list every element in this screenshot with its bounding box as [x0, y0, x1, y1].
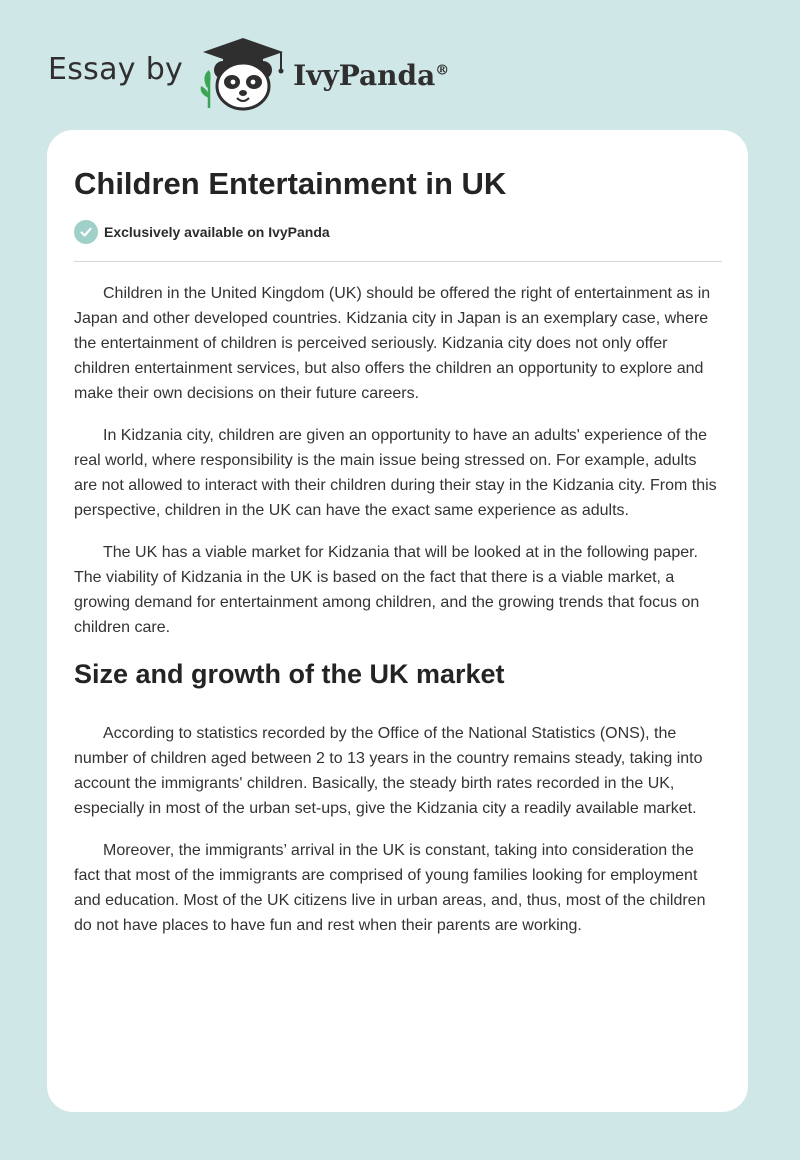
paragraph: In Kidzania city, children are given an opportunity to have an adults' experience of the real world, where responsibility is the main issue being stressed on. For example, adults are not allowed to interact with their children during their stay in the Kidzania city. From this perspective, children in the UK can have the exact same experience as adults.	[74, 427, 717, 519]
paragraph: Children in the United Kingdom (UK) should be offered the right of entertainment as in Japan and other developed countries. Kidzania city in Japan is an exemplary case, where the entertainment of children is perceived seriously. Kidzania city does not only offer children entertainment services, but also offers the children an opportunity to explore and make their own decisions on their future careers.	[74, 285, 711, 402]
paragraph: Moreover, the immigrants’ arrival in the UK is constant, taking into consideration the fact that most of the immigrants are comprised of young families looking for employment and education. Most of the UK citizens live in urban areas, and, thus, most of the children do not have places to have fun and rest when their parents are working.	[74, 842, 706, 934]
panda-logo-icon[interactable]	[197, 36, 289, 112]
brand-name[interactable]: IvyPanda®	[293, 58, 450, 92]
brand-prefix: Essay by	[48, 51, 184, 87]
page-title: Children Entertainment in UK	[74, 166, 507, 201]
essay-body	[74, 262, 722, 938]
paragraph: The UK has a viable market for Kidzania that will be looked at in the following paper. The viability of Kidzania in the UK is based on the fact that there is a viable market, a growing demand for entertainment among children, and the growing trends that focus on children care.	[74, 544, 700, 636]
paragraph: According to statistics recorded by the Office of the National Statistics (ONS), the number of children aged between 2 to 13 years in the country remains steady, taking into account the immigrants' children. Basically, the steady birth rates recorded in the UK, especially in most of the urban set-ups, give the Kidzania city a readily available market.	[74, 725, 703, 817]
exclusive-badge	[74, 218, 722, 246]
essay-card	[47, 130, 748, 1112]
site-header	[48, 34, 449, 114]
checkmark-icon	[74, 220, 98, 244]
section-heading: Size and growth of the UK market	[74, 659, 505, 689]
exclusive-badge-label: Exclusively available on IvyPanda	[104, 224, 330, 240]
